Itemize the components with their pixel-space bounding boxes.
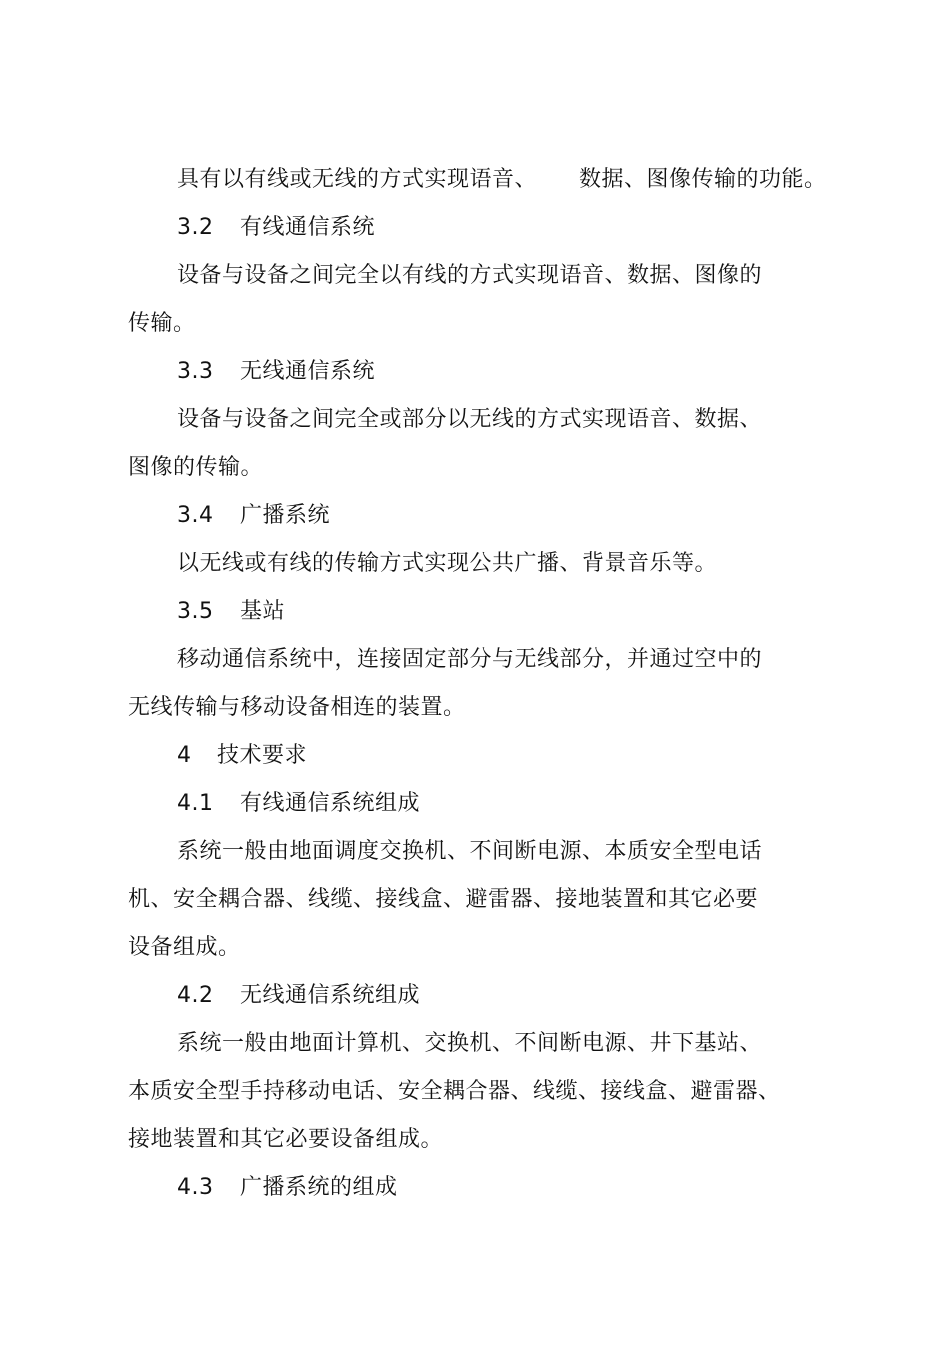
paragraph-line: 移动通信系统中，连接固定部分与无线部分，并通过空中的 — [177, 647, 763, 672]
section-number: 4.2 — [177, 983, 214, 1008]
paragraph-line: 系统一般由地面调度交换机、不间断电源、本质安全型电话 — [177, 839, 763, 864]
section-number: 3.5 — [177, 599, 214, 624]
section-title: 无线通信系统组成 — [240, 983, 421, 1008]
paragraph-line — [177, 167, 827, 193]
section-heading-4 — [177, 743, 307, 769]
section-heading-3-2 — [177, 215, 375, 241]
paragraph-line: 设备组成。 — [128, 935, 241, 960]
section-heading-4-2 — [177, 983, 420, 1009]
paragraph-line: 传输。 — [128, 311, 196, 336]
section-number: 3.3 — [177, 359, 214, 384]
section-number: 3.2 — [177, 215, 214, 240]
section-number: 4.3 — [177, 1175, 214, 1200]
text-segment: 数据、图像传输的功能。 — [579, 167, 827, 192]
section-number: 4 — [177, 743, 192, 768]
section-title: 基站 — [240, 599, 286, 624]
section-heading-4-1 — [177, 791, 420, 817]
section-title: 有线通信系统 — [240, 215, 376, 240]
text-segment: 具有以有线或无线的方式实现语音、 — [177, 167, 538, 192]
paragraph-line: 设备与设备之间完全或部分以无线的方式实现语音、数据、 — [177, 407, 763, 432]
section-heading-3-4 — [177, 503, 330, 529]
section-heading-3-3 — [177, 359, 375, 385]
paragraph-line: 图像的传输。 — [128, 455, 264, 480]
section-title: 无线通信系统 — [240, 359, 376, 384]
section-number: 3.4 — [177, 503, 214, 528]
section-title: 广播系统 — [240, 503, 331, 528]
section-title: 技术要求 — [217, 743, 308, 768]
section-title: 广播系统的组成 — [240, 1175, 398, 1200]
paragraph-line: 以无线或有线的传输方式实现公共广播、背景音乐等。 — [177, 551, 718, 576]
paragraph-line: 系统一般由地面计算机、交换机、不间断电源、井下基站、 — [177, 1031, 763, 1056]
section-title: 有线通信系统组成 — [240, 791, 421, 816]
paragraph-line: 机、安全耦合器、线缆、接线盒、避雷器、接地装置和其它必要 — [128, 887, 759, 912]
section-heading-3-5 — [177, 599, 285, 625]
paragraph-line: 设备与设备之间完全以有线的方式实现语音、数据、图像的 — [177, 263, 763, 288]
paragraph-line: 本质安全型手持移动电话、安全耦合器、线缆、接线盒、避雷器、 — [128, 1079, 781, 1104]
section-number: 4.1 — [177, 791, 214, 816]
paragraph-line: 无线传输与移动设备相连的装置。 — [128, 695, 466, 720]
section-heading-4-3 — [177, 1175, 398, 1201]
paragraph-line: 接地装置和其它必要设备组成。 — [128, 1127, 444, 1152]
